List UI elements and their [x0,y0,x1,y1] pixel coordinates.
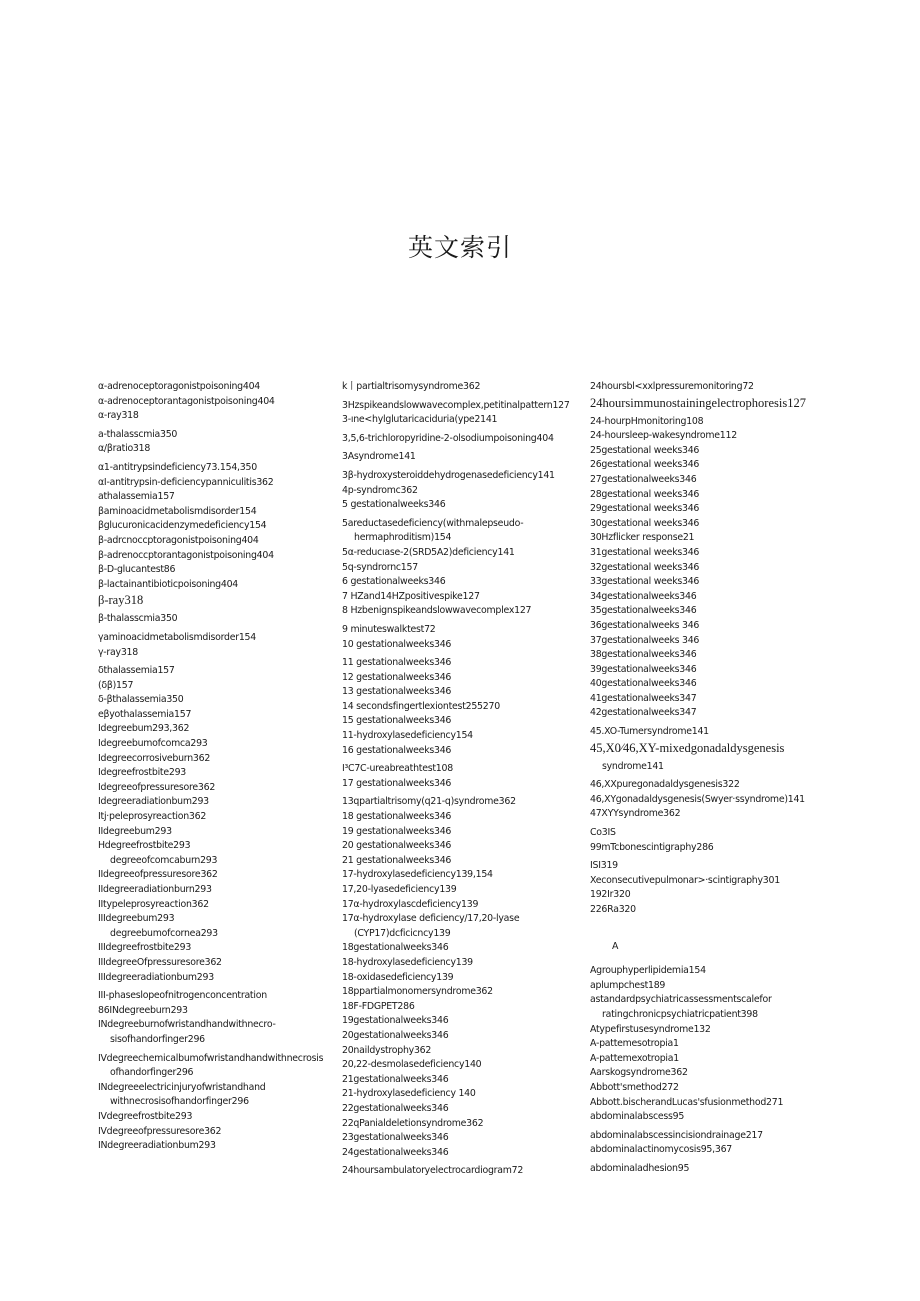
index-entry: 8 Hzbenignspikeandslowwavecomplex127 [342,605,532,617]
index-entry: 28gestational weeks346 [590,488,700,500]
index-entry: ratingchronicpsychiatricpatient398 [602,1008,758,1020]
index-entry: α1-antitrypsindeficiency73.154,350 [98,461,257,473]
index-entry: 5α-reducıase-2(SRD5A2)deficiency141 [342,546,515,558]
index-entry: 24gestationalweeks346 [342,1146,449,1158]
index-entry: 18-hydroxylasedeficiency139 [342,956,473,968]
index-entry: 14 secondsfingertlexiontest255270 [342,700,500,712]
index-entry: α-adrenoceptorantagonistpoisoning404 [98,395,275,407]
index-entry: 18gestationalweeks346 [342,942,449,954]
index-entry: 3Hzspikeandslowwavecomplex,petitinalpattern127 [342,399,570,411]
index-entry: 21gestationalweeks346 [342,1073,449,1085]
index-entry: 6 gestationalweeks346 [342,576,446,588]
index-entry: astandardpsychiatricassessmentscalefor [590,994,772,1006]
index-entry: Itj·peleprosyreaction362 [98,811,207,823]
index-entry: degreeofcomcaburn293 [110,854,218,866]
index-entry: 19 gestationalweeks346 [342,825,452,837]
index-entry: a-thalasscmia350 [98,428,178,440]
index-entry: Idegreefrostbite293 [98,767,187,779]
index-entry: 39gestationalweeks346 [590,663,697,675]
index-entry: abdominaladhesion95 [590,1162,690,1174]
index-column-1 [98,380,348,1154]
index-section-letter: A [612,940,619,952]
index-entry: 24hoursbl<xxlpressuremonitoring72 [590,381,754,392]
index-entry: 13qpartialtrisomy(q21-q)syndrome362 [342,796,516,808]
index-entry: athalassemia157 [98,491,175,503]
index-entry: δthalassemia157 [98,665,175,677]
index-entry: IIdegreebum293 [98,825,172,837]
index-entry: 47XYYsyndrome362 [590,808,681,820]
index-entry: IIIdegreebum293 [98,913,175,925]
index-entry: 40gestationalweeks346 [590,678,697,690]
index-entry: 9 minuteswalktest72 [342,623,436,635]
index-entry: 21-hydroxylasedeficiency 140 [342,1088,476,1100]
index-entry: β-thalasscmia350 [98,613,178,625]
index-column-2 [342,380,592,1179]
index-entry: 30gestational weeks346 [590,517,700,529]
index-entry: 19gestationalweeks346 [342,1015,449,1027]
index-entry: 46,XXpuregonadaldysgenesis322 [590,779,740,791]
index-entry: γ-ray318 [98,646,138,658]
index-entry: 24-hourpHmonitoring108 [590,415,704,427]
index-entry: 35gestationalweeks346 [590,605,697,617]
index-entry: 45.XO-Tumersyndrome141 [590,726,709,738]
index-entry: Atypefirstusesyndrome132 [590,1023,711,1035]
index-entry: A-pattemesotropia1 [590,1038,679,1050]
index-entry: Idegreebum293,362 [98,723,190,735]
index-entry: IIIdegreeradiationbum293 [98,971,214,983]
index-entry: IVdegreechemicalbumofwristandhandwithnecrosis [98,1052,324,1064]
index-entry: 33gestational weeks346 [590,576,700,588]
index-entry: IIdegreeofpressuresore362 [98,869,218,881]
index-entry: (δβ)157 [98,679,134,691]
index-entry: 4p-syndromc362 [342,484,418,496]
index-entry: 41gestationalweeks347 [590,692,697,704]
index-entry: 42gestationalweeks347 [590,707,697,719]
index-entry: 7 HZand14HZpositivespike127 [342,590,480,602]
index-entry: β-lactainantibioticpoisoning404 [98,578,239,590]
index-entry: 23gestationalweeks346 [342,1132,449,1144]
index-entry: 192Ir320 [590,889,631,901]
index-entry: α-ray318 [98,410,139,422]
index-entry: 38gestationalweeks346 [590,649,697,661]
index-entry: Agrouphyperlipidemia154 [590,965,706,977]
index-entry: 45,X0⁄46,XY-mixedgonadaldysgenesis [590,740,785,755]
index-entry: 37gestationalweeks 346 [590,634,700,646]
index-entry: syndrome141 [602,760,664,772]
index-entry: 99mTcbonescintigraphy286 [590,841,714,853]
index-entry: αI-antitrypsin-deficiencypanniculitis362 [98,476,274,488]
index-entry: 24-hoursleep-wakesyndrome112 [590,430,737,442]
index-entry: 27gestationalweeks346 [590,473,697,485]
index-entry: Xeconsecutivepulmonar>·scintigraphy301 [590,874,780,886]
index-entry: INdegreeburnofwristandhandwithnecro- [98,1019,276,1031]
index-entry: β-adrcnocсptoragonistpoisoning404 [98,534,259,546]
index-entry: ofhandorfinger296 [110,1067,194,1079]
index-entry: 3,5,6-trichloropyridine-2-olsodiumpoisoning404 [342,432,554,444]
index-entry: 3β-hydroxysteroiddehydrogenasedeficiency141 [342,469,555,481]
index-entry: I³C7C-ureabreathtest108 [342,763,453,775]
index-entry: 5 gestationalweeks346 [342,499,446,511]
index-entry: 17α-hydroxylascdeficiency139 [342,898,479,910]
page-title: 英文索引 [407,233,512,262]
index-entry: 34gestationalweeks346 [590,590,697,602]
index-entry: 46,XYgonadaldysgenesis(Swyer·ssyndrome)141 [590,793,805,805]
index-entry: 86INdegreeburn293 [98,1004,188,1016]
index-entry: 18ppartialmonomersyndrome362 [342,986,493,998]
index-entry: ISI319 [590,860,618,872]
index-entry: eβyothalassemia157 [98,708,192,720]
index-entry: 20gestationalweeks346 [342,1029,449,1041]
index-entry: 21 gestationalweeks346 [342,854,452,866]
index-entry: 3Asyndrome141 [342,451,416,463]
index-entry: (CYP17)dcficicncy139 [354,927,451,939]
index-entry: 10 gestationalweeks346 [342,638,452,650]
index-entry: Hdegreefrostbite293 [98,840,191,852]
index-entry: 25gestational weeks346 [590,444,700,456]
index-entry: abdominalactinomycosis95,367 [590,1144,733,1156]
index-entry: hermaphroditism)154 [354,532,452,544]
index-entry: Co3IS [590,827,616,839]
index-entry: abdominalabscess95 [590,1111,685,1123]
index-entry: βaminoacidmetabolismdisorder154 [98,505,257,517]
index-entry: A-pattemexotropia1 [590,1052,679,1064]
index-column-3 [590,380,840,1177]
index-entry: 31gestational weeks346 [590,546,700,558]
index-entry: 17 gestationalweeks346 [342,777,452,789]
index-entry: 16 gestationalweeks346 [342,744,452,756]
index-entry: 32gestational weeks346 [590,561,700,573]
index-entry: IItypeleprosyreaction362 [98,898,209,910]
index-entry: abdominalabscessincisiondrainage217 [590,1129,763,1141]
index-entry: IIIdegreeOfpressuresore362 [98,956,222,968]
index-entry: 20 gestationalweeks346 [342,840,452,852]
index-entry: k丨partialtrisomysyndrome362 [342,381,481,392]
index-entry: 17,20-lyasedeficiency139 [342,884,457,895]
index-entry: βglucuronicacidenzymedeficiency154 [98,520,267,532]
index-entry: IIdegreeradiationburn293 [98,884,212,895]
index-entry: 22gestationalweeks346 [342,1102,449,1114]
index-entry: 226Ra320 [590,904,636,915]
index-entry: IVdegreefrostbite293 [98,1110,193,1122]
index-entry: IVdegreeofpressuresore362 [98,1125,222,1137]
index-entry: Abbott.bischerandLucas'sfusionmethod271 [590,1096,784,1108]
index-entry: 18 gestationalweeks346 [342,811,452,823]
index-entry: 17α-hydroxylase deficiency/17,20-lyase [342,913,520,925]
index-entry: 29gestational weeks346 [590,503,700,515]
index-entry: INdegreeelectricinjuryofwristandhand [98,1081,266,1093]
index-entry: 30Hzflicker response21 [590,532,695,544]
index-entry: 12 gestationalweeks346 [342,671,452,683]
index-entry: aplumpchest189 [590,979,666,991]
index-entry: Idegreeofpressuresore362 [98,781,216,793]
index-entry: 3-ıne<hylglutaricaciduria(ype2141 [342,414,498,426]
index-entry: 5q-syndrornc157 [342,561,418,573]
index-entry: β-adrenocсptorantagonistpoisoning404 [98,549,274,561]
index-entry: 26gestational weeks346 [590,459,700,471]
index-entry: 17-hydroxylasedeficiency139,154 [342,869,493,881]
index-entry: Idegreebumofcomca293 [98,738,208,750]
index-entry: β-ray318 [98,593,144,608]
index-entry: 24hoursimmunostainingelectrophoresis127 [590,395,806,410]
index-entry: 22qPanialdeletionsyndrome362 [342,1117,484,1129]
index-entry: 5areductasedeficiency(withmalepseudo- [342,517,524,529]
index-entry: sisofhandorfinger296 [110,1033,205,1045]
index-entry: degreebumofcornea293 [110,927,218,939]
index-entry: Aarskogsyndrome362 [590,1067,688,1079]
index-entry: 18F-FDGPET286 [342,1000,415,1012]
index-entry: Idegreeradiationbum293 [98,796,209,808]
index-entry: δ-βthalassemia350 [98,694,184,706]
index-entry: γaminoacidmetabolismdisorder154 [98,631,256,643]
index-entry: IIIdegreefrostbite293 [98,942,192,954]
index-entry: α/βratio318 [98,443,151,455]
index-entry: α-adrenoceptoragonistpoisoning404 [98,381,261,392]
index-entry: 24hoursambulatoryelectrocardiogram72 [342,1165,524,1177]
index-entry: 20,22-desmolasedeficiency140 [342,1059,482,1071]
index-entry: 18-oxidasedeficiency139 [342,971,454,983]
index-entry: withnecrosisofhandorfinger296 [110,1096,249,1108]
index-entry: 11-hydroxylasedeficiency154 [342,730,473,742]
index-entry: 13 gestationalweeks346 [342,686,452,698]
index-entry: 11 gestationalweeks346 [342,657,452,669]
index-entry: 20naildystrophy362 [342,1044,432,1056]
index-entry: 15 gestationalweeks346 [342,715,452,727]
index-entry: III-phaseslopeofnitrogenconcentration [98,990,267,1002]
index-entry: INdegreeradiationbum293 [98,1140,216,1152]
index-entry: 36gestationalweeks 346 [590,619,700,631]
index-entry: β-D-glucantest86 [98,564,176,576]
index-entry: Idegreecorrosiveburn362 [98,752,211,764]
index-entry: Abbott'smethod272 [590,1081,679,1093]
